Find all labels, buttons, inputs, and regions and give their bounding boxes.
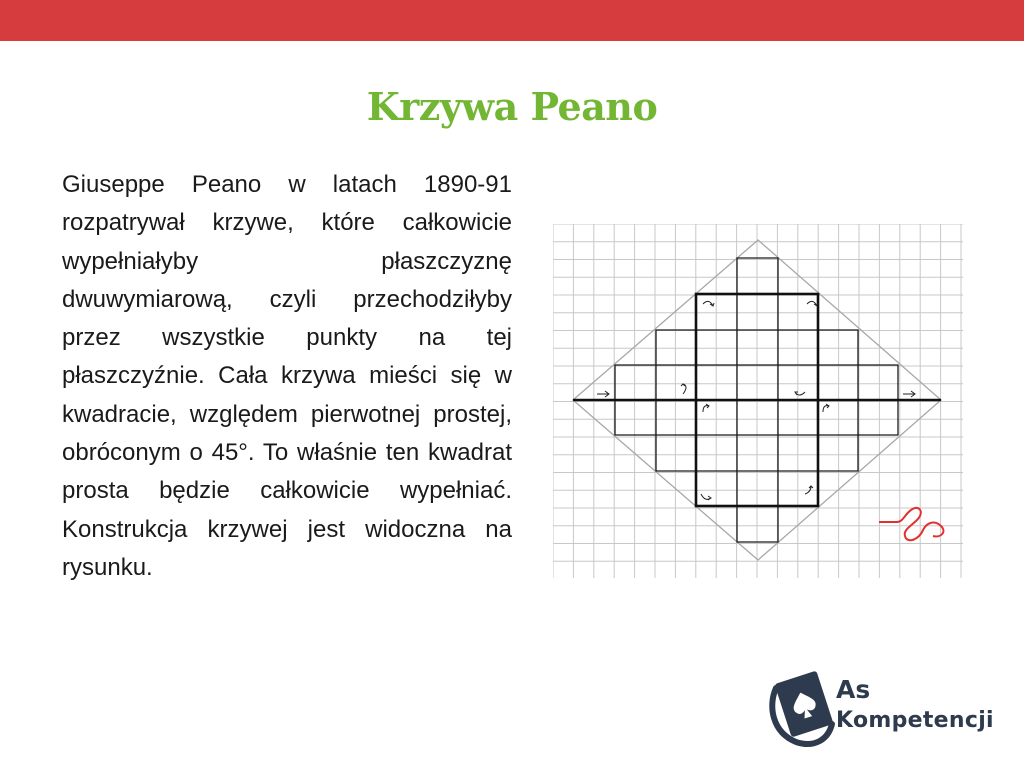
- red-curve-sample: [879, 508, 943, 540]
- slide-body-text: Giuseppe Peano w latach 1890-91 rozpatrywał krzywe, które całkowicie wypełniałyby płaszczyznę dwuwymiarową, czyli przechodziłyby przez wszystkie punkty na tej płaszczyźnie. Cała krzywa mieści się w kwadracie, względem pierwotnej prostej, obróconym o 45°. To właśnie ten kwadrat prosta będzie całkowicie wypełniać. Konstrukcja krzywej jest widoczna na rysunku.: [62, 171, 512, 581]
- top-accent-bar: [0, 0, 1024, 41]
- logo-text-line1: As: [836, 675, 871, 704]
- logo-text: [836, 676, 994, 738]
- slide-title: Krzywa Peano: [366, 84, 658, 129]
- peano-curve-diagram: [553, 224, 963, 578]
- logo-text-line2: Kompetencji: [836, 708, 994, 733]
